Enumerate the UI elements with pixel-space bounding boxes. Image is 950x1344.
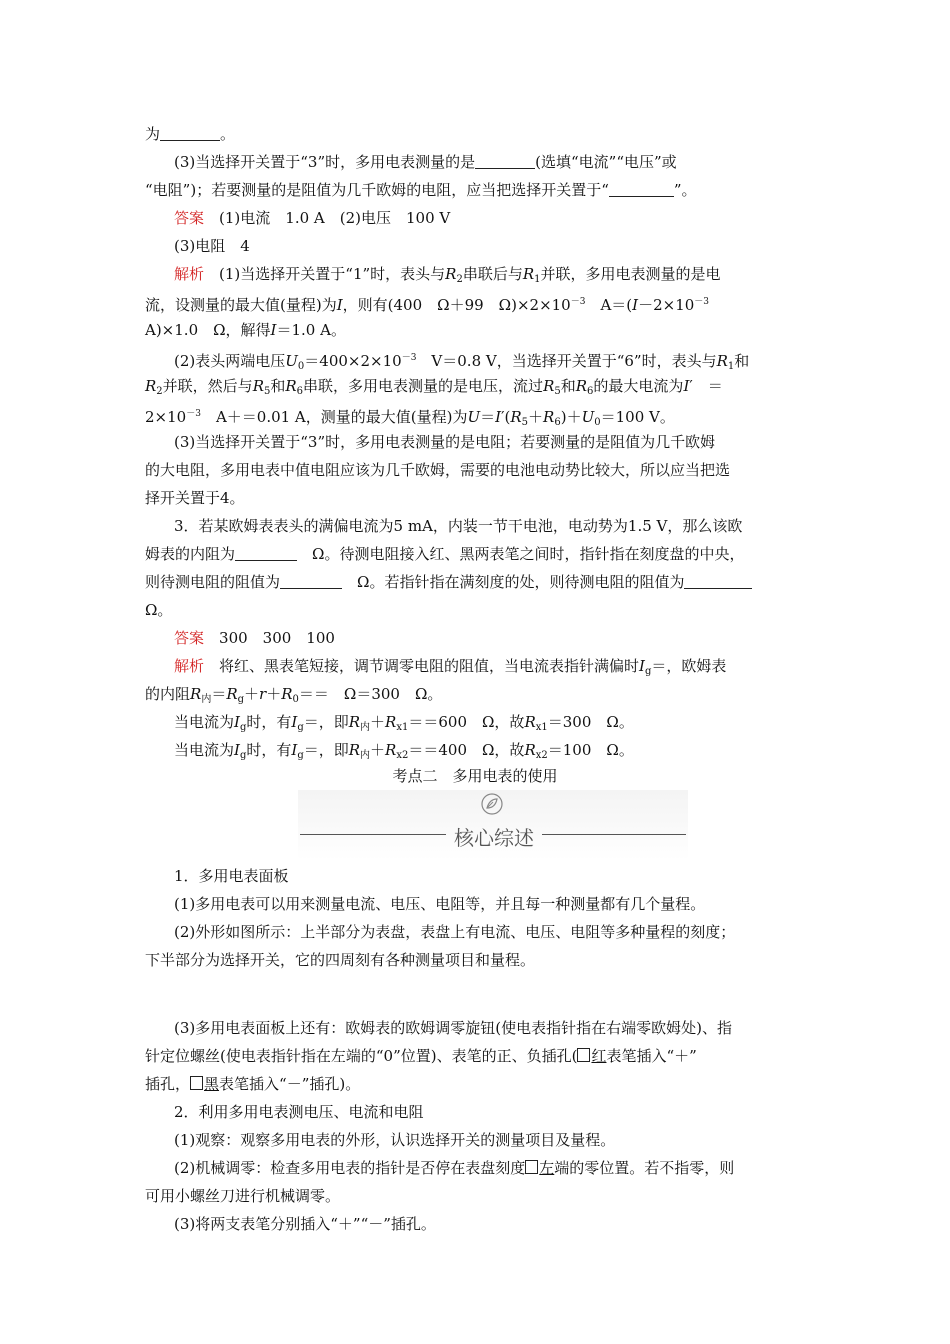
explanation-line: 的大电阻，多用电表中值电阻应该为几千欧姆，需要的电池电动势比较大，所以应当把选 <box>145 461 731 479</box>
text-line: (2)机械调零：检查多用电表的指针是否停在表盘刻度 左端的零位置。若不指零，则 <box>174 1159 735 1177</box>
question-line: 姆表的内阻为 Ω。待测电阻接入红、黑两表笔之间时，指针指在刻度盘的中央， <box>145 545 745 563</box>
question-line: 则待测电阻的阻值为 Ω。若指针指在满刻度的处，则待测电阻的阻值为 <box>145 572 752 592</box>
explanation-line: 的内阻$R_内=R_g+r+R_0==$ Ω＝300 Ω。 <box>145 685 443 705</box>
explanation-label: 解析 <box>174 657 205 675</box>
text-line: (1)多用电表可以用来测量电流、电压、电阻等，并且每一种测量都有几个量程。 <box>174 895 706 913</box>
text-line: “电阻”)；若要测量的是阻值为几千欧姆的电阻，应当把选择开关置于“ ”。 <box>145 181 697 199</box>
text-line: 1．多用电表面板 <box>174 867 289 885</box>
leaf-emblem-icon <box>480 792 504 816</box>
checkbox-square <box>577 1048 590 1062</box>
checkbox-square <box>525 1160 538 1174</box>
text-line: 可用小螺丝刀进行机械调零。 <box>145 1187 341 1205</box>
text-line: (3)当选择开关置于“3”时，多用电表测量的是 (选填“电流”“电压”或 <box>174 153 677 171</box>
blank <box>280 574 342 589</box>
answer-line: 答案 300 300 100 <box>174 629 335 647</box>
blank <box>609 182 674 197</box>
explanation-label: 解析 <box>174 265 205 283</box>
text-line: 2．利用多用电表测电压、电流和电阻 <box>174 1103 424 1121</box>
explanation-line: 择开关置于4。 <box>145 489 245 507</box>
banner-title: 核心综述 <box>454 826 534 850</box>
blank <box>475 154 535 169</box>
explanation-line: 当电流为$I_g$时，有$I_g=$，即$R_内+R_{x1}==600$ Ω，故$R_{x1}=300$ Ω。 <box>174 713 634 733</box>
question-line: Ω。 <box>145 601 173 619</box>
blank <box>160 126 220 141</box>
divider-right <box>542 834 686 835</box>
explanation-line: 当电流为$I_g$时，有$I_g=$，即$R_内+R_{x2}==400$ Ω，故$R_{x2}=100$ Ω。 <box>174 741 634 761</box>
answer-line: 答案 (1)电流 1.0 A (2)电压 100 V <box>174 209 451 227</box>
blank <box>684 574 752 589</box>
answer-label: 答案 <box>174 209 205 227</box>
text-line: 为 。 <box>145 125 236 143</box>
explanation-line: $R_2$并联，然后与$R_5$和$R_6$串联，多用电表测量的是电压，流过$R_5$和$R_6$的最大电流为I′ ＝ <box>145 377 723 397</box>
question-line: 3．若某欧姆表表头的满偏电流为5 mA，内装一节干电池，电动势为1.5 V，那么该欧 <box>174 517 743 535</box>
text-line: (2)外形如图所示：上半部分为表盘，表盘上有电流、电压、电阻等多种量程的刻度； <box>174 923 736 941</box>
explanation-line: 流，设测量的最大值(量程)为I，则有(400 Ω＋99 $\Omega)\times 2\times 10^{-3}$ $A=(I-2\times 10^{-3}$ <box>145 296 710 314</box>
divider-left <box>300 834 446 835</box>
checkbox-square <box>190 1076 203 1090</box>
answer-line: (3)电阻 4 <box>174 237 250 255</box>
explanation-line: 解析 (1)当选择开关置于“1”时，表头与$R_2$串联后与$R_1$并联，多用电表测量的是电 <box>174 265 721 285</box>
section-banner <box>298 790 688 860</box>
section-heading: 考点二 多用电表的使用 <box>392 767 558 785</box>
text-line: (3)将两支表笔分别插入“＋”“－”插孔。 <box>174 1215 436 1233</box>
text-line: 下半部分为选择开关，它的四周刻有各种测量项目和量程。 <box>145 951 536 969</box>
text-line: 插孔， 黑表笔插入“－”插孔)。 <box>145 1075 361 1093</box>
text-line: (1)观察：观察多用电表的外形，认识选择开关的测量项目及量程。 <box>174 1131 616 1149</box>
answer-label: 答案 <box>174 629 205 647</box>
explanation-line: $2\times 10^{-3}$ A＋＝0.01 A，测量的最大值(量程)为$U=I'(R_5+R_6)+U_0=100$ V。 <box>145 408 675 428</box>
text-line: 针定位螺丝(使电表指针指在左端的“0”位置)、表笔的正、负插孔( 红表笔插入“＋” <box>145 1047 697 1065</box>
explanation-line: (2)表头两端电压$U_0=400\times 2\times 10^{-3}$ V＝0.8 V，当选择开关置于“6”时，表头与$R_1$和 <box>174 352 750 372</box>
explanation-line: A)×1.0 Ω，解得I＝1.0 A。 <box>145 321 346 339</box>
explanation-line: (3)当选择开关置于“3”时，多用电表测量的是电阻；若要测量的是阻值为几千欧姆 <box>174 433 716 451</box>
blank <box>235 546 297 561</box>
text-line: (3)多用电表面板上还有：欧姆表的欧姆调零旋钮(使电表指针指在右端零欧姆处)、指 <box>174 1019 732 1037</box>
explanation-line: 解析 将红、黑表笔短接，调节调零电阻的阻值，当电流表指针满偏时$I_g=$，欧姆表 <box>174 657 727 677</box>
